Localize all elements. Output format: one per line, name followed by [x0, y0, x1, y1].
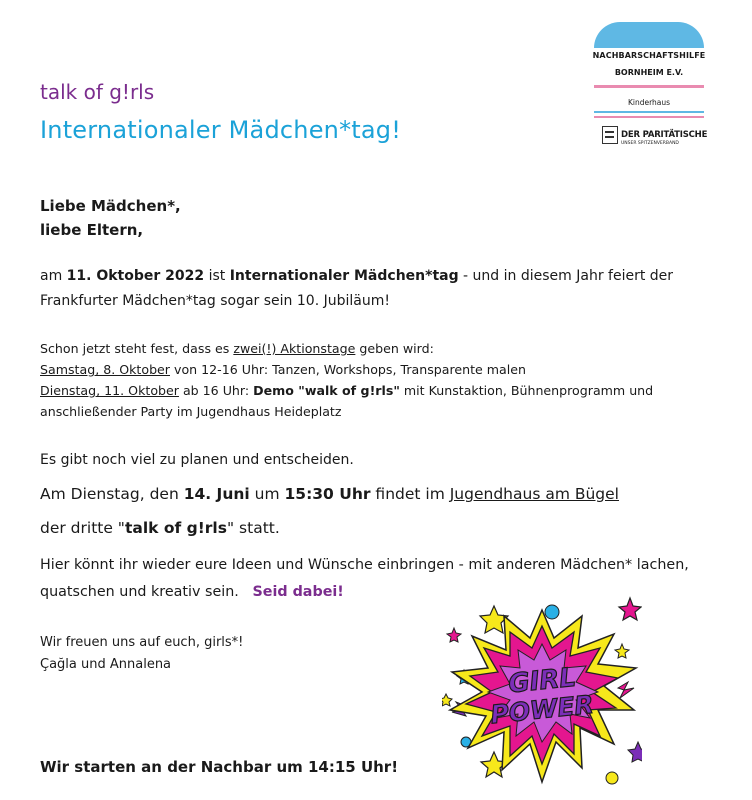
text: der dritte " [40, 519, 125, 537]
text: geben wird: [355, 341, 434, 356]
partner-name: DER PARITÄTISCHE [621, 130, 708, 140]
text: findet im [370, 485, 450, 503]
star-icon [619, 598, 641, 620]
greeting-line: liebe Eltern, [40, 221, 144, 239]
text: " statt. [226, 519, 280, 537]
logo-unit: Kinderhaus [627, 98, 671, 107]
day2-date: Dienstag, 11. Oktober [40, 383, 179, 398]
closing-line: Wir freuen uns auf euch, girls*! [40, 635, 244, 650]
graphic-word-girl: GIRL [506, 662, 578, 700]
planning-text: Es gibt noch viel zu planen und entscheiden. [40, 452, 354, 468]
third-meeting-line [40, 517, 280, 539]
meeting-place: Jugendhaus am Bügel [449, 485, 619, 503]
text: ab 16 Uhr: [178, 383, 254, 398]
bubble-icon [545, 605, 559, 619]
paritaetische-icon [602, 126, 618, 144]
call-to-action: Seid dabei! [252, 584, 344, 600]
logo-org-name: NACHBARSCHAFTSHILFE [592, 51, 706, 60]
logo-arc-shape [594, 22, 704, 48]
text: um [249, 485, 285, 503]
action-days-count: zwei(!) Aktionstage [233, 341, 356, 356]
day1-details: von 12-16 Uhr: Tanzen, Workshops, Transparente malen [169, 362, 527, 377]
text: ist [204, 268, 230, 284]
meeting-date: 14. Juni [183, 485, 250, 503]
meeting-line [40, 483, 619, 505]
text: Am Dienstag, den [40, 485, 184, 503]
meeting-series-name: talk of g!rls [124, 519, 227, 537]
kicker-title: talk of g!rls [40, 80, 155, 104]
girl-power-graphic [442, 592, 642, 792]
logo-divider-blue [594, 111, 704, 113]
intro-paragraph [40, 264, 720, 314]
bolt-icon [618, 682, 634, 698]
organization-logo [590, 22, 708, 154]
graphic-word-power: POWER [489, 689, 596, 730]
day2-details: mit Kunstaktion, Bühnenprogramm und anschließender Party im Jugendhaus Heideplatz [40, 383, 654, 419]
greeting [40, 194, 181, 242]
text: Hier könnt ihr wieder eure Ideen und Wünsche einbringen - mit anderen Mädchen* lachen, quatschen und kreativ sein. [40, 557, 689, 600]
page-title: Internationaler Mädchen*tag! [40, 116, 402, 144]
event-name: Internationaler Mädchen*tag [229, 268, 459, 284]
logo-divider [594, 85, 704, 88]
event-date: 11. Oktober 2022 [66, 268, 205, 284]
signature: Çağla und Annalena [40, 657, 172, 672]
text: am [40, 268, 67, 284]
demo-name: Demo "walk of g!rls" [253, 383, 400, 398]
logo-divider-pink [594, 116, 704, 118]
star-icon [615, 644, 629, 658]
day1-date: Samstag, 8. Oktober [40, 362, 170, 377]
bubble-icon [606, 772, 618, 784]
text: - und in diesem Jahr feiert der Frankfurter Mädchen*tag sogar sein 10. Jubiläum! [40, 268, 674, 309]
start-info: Wir starten an der Nachbar um 14:15 Uhr! [40, 758, 399, 776]
logo-org-suffix: BORNHEIM E.V. [614, 68, 684, 77]
star-icon [628, 742, 642, 762]
greeting-line: Liebe Mädchen*, [40, 197, 181, 215]
text: Schon jetzt steht fest, dass es [40, 341, 234, 356]
partner-subtitle: UNSER SPITZENVERBAND [621, 141, 679, 146]
star-icon [447, 628, 461, 642]
star-icon [442, 694, 452, 706]
closing [40, 632, 243, 676]
action-days-paragraph [40, 338, 730, 422]
meeting-time: 15:30 Uhr [284, 485, 371, 503]
